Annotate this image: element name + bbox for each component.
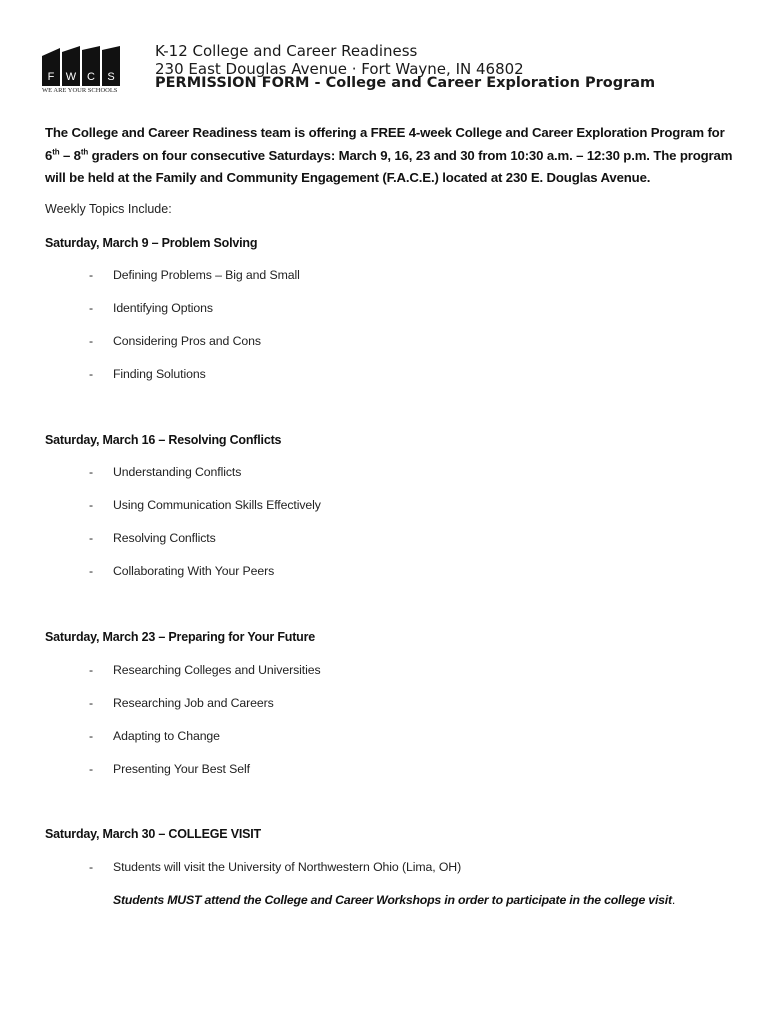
list-item-text: Collaborating With Your Peers — [113, 564, 275, 578]
list-item-text: Students will visit the University of Northwestern Ohio (Lima, OH) — [113, 860, 462, 874]
intro-paragraph — [45, 122, 735, 190]
intro-sup-end: th — [80, 147, 89, 157]
list-item-text: Adapting to Change — [113, 729, 220, 743]
list-item — [45, 696, 725, 729]
section-march-23 — [45, 630, 725, 795]
list-item-text: Defining Problems – Big and Small — [113, 268, 300, 282]
list-item-text: Finding Solutions — [113, 367, 206, 381]
list-item — [45, 564, 725, 597]
bullet-dash: - — [89, 531, 94, 545]
bullet-dash: - — [89, 564, 94, 578]
logo-tagline: WE ARE YOUR SCHOOLS — [42, 87, 118, 94]
note-period: . — [671, 893, 676, 907]
list-item — [45, 860, 725, 893]
list-item — [45, 268, 725, 301]
bullet-dash: - — [89, 729, 94, 743]
section-title: Saturday, March 23 – Preparing for Your Future — [45, 630, 316, 644]
header-department: K-12 College and Career Readiness — [155, 42, 418, 60]
bullet-dash: - — [89, 334, 94, 348]
list-item — [45, 367, 725, 400]
fwcs-logo-mark — [42, 46, 122, 86]
intro-text-1: The College and Career Readiness team is offering a FREE 4-week College and Career Exploration Program for — [45, 125, 725, 140]
bullet-dash: - — [89, 762, 94, 776]
logo-letter-w: W — [65, 71, 77, 83]
list-item — [45, 663, 725, 696]
logo-letter-f: F — [47, 71, 55, 83]
list-item-text: Considering Pros and Cons — [113, 334, 261, 348]
list-item-text: Resolving Conflicts — [113, 531, 216, 545]
list-item-text: Understanding Conflicts — [113, 465, 242, 479]
section-march-9 — [45, 236, 725, 400]
bullet-dash: - — [89, 860, 94, 874]
list-item-text: Presenting Your Best Self — [113, 762, 250, 776]
list-item — [45, 334, 725, 367]
note-text: Students MUST attend the College and Career Workshops in order to participate in the college visit — [113, 893, 672, 907]
list-item — [45, 729, 725, 762]
list-item — [45, 762, 725, 795]
list-item — [45, 531, 725, 564]
bullet-dash: - — [89, 696, 94, 710]
logo-letter-c: C — [87, 71, 95, 83]
college-visit-note — [113, 893, 675, 907]
section-march-30 — [45, 827, 725, 893]
list-item-text: Using Communication Skills Effectively — [113, 498, 321, 512]
bullet-dash: - — [89, 498, 94, 512]
list-item — [45, 465, 725, 498]
list-item — [45, 301, 725, 334]
section-march-16 — [45, 433, 725, 597]
section-title: Saturday, March 16 – Resolving Conflicts — [45, 433, 282, 447]
intro-text-2: graders on four consecutive Saturdays: March 9, 16, 23 and 30 from 10:30 a.m. – 12:30 p.m. The program will be held at the Family and Community Engagement (F.A.C.E.) located at 230 E. Douglas Avenue. — [45, 147, 733, 185]
logo-letter-s: S — [107, 71, 115, 83]
header-address: 230 East Douglas Avenue · Fort Wayne, IN 46802 — [155, 60, 524, 78]
list-item — [45, 498, 725, 531]
bullet-dash: - — [89, 367, 94, 381]
section-title: Saturday, March 9 – Problem Solving — [45, 236, 258, 250]
list-item-text: Identifying Options — [113, 301, 213, 315]
bullet-dash: - — [89, 663, 94, 677]
intro-grade-end: 8 — [73, 147, 81, 163]
list-item-text: Researching Colleges and Universities — [113, 663, 321, 677]
intro-sup-start: th — [52, 147, 60, 157]
bullet-dash: - — [89, 465, 94, 479]
bullet-dash: - — [89, 301, 94, 315]
header-form-title: PERMISSION FORM - College and Career Exploration Program — [155, 75, 656, 91]
section-title: Saturday, March 30 – COLLEGE VISIT — [45, 827, 261, 841]
bullet-dash: - — [89, 268, 94, 282]
list-item-text: Researching Job and Careers — [113, 696, 274, 710]
intro-dash: – — [59, 147, 74, 163]
fwcs-logo — [42, 46, 122, 98]
weekly-topics-label: Weekly Topics Include: — [45, 202, 172, 216]
intro-grade-start: 6 — [45, 147, 53, 163]
